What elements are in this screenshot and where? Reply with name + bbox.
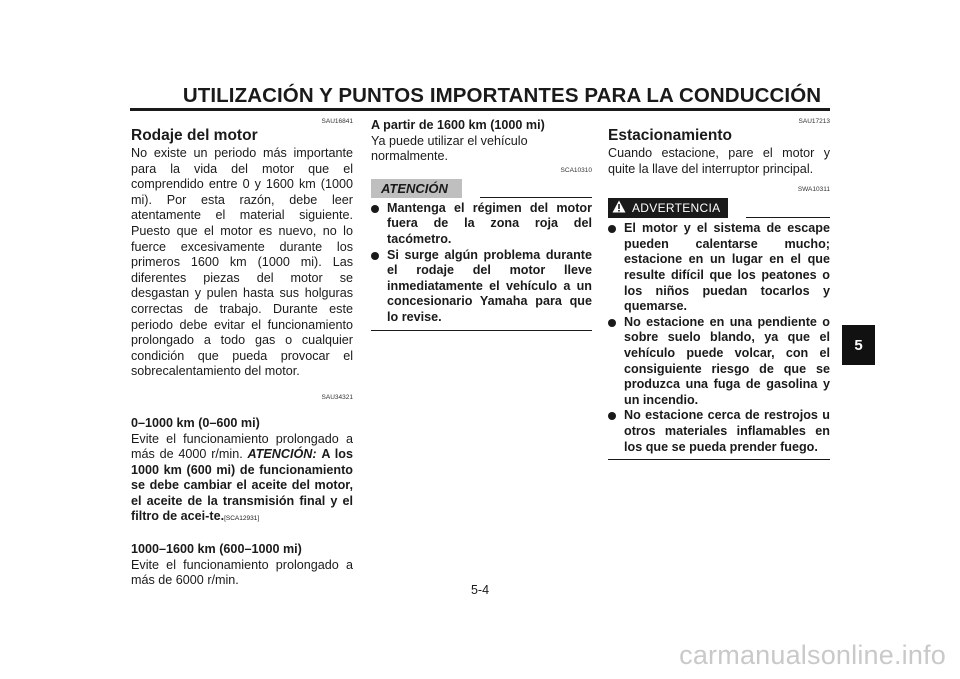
bullet-item	[608, 408, 830, 455]
tag-rule	[746, 217, 830, 218]
column-1	[131, 118, 353, 589]
body-text: Evite el funcionamiento prolongado a más de 4000 r/min.	[131, 431, 353, 462]
caution-tag: ATENCIÓN	[371, 179, 462, 198]
subheading: 1000–1600 km (600–1000 mi)	[131, 542, 302, 557]
section-code: SWA10311	[797, 186, 830, 194]
tag-rule	[480, 197, 592, 198]
section-code: SAU16841	[321, 118, 353, 125]
bullet-dot-icon	[608, 319, 616, 327]
body-paragraph: Ya puede utilizar el vehículo normalmente.	[371, 133, 528, 164]
bullet-text: Si surge algún problema durante el rodaje del motor lleve inmediatamente el vehículo a un concesionario Yamaha para que lo revise.	[387, 247, 592, 324]
bullet-dot-icon	[371, 205, 379, 213]
body-paragraph	[131, 432, 353, 528]
bullet-dot-icon	[371, 252, 379, 260]
bullet-dot-icon	[608, 412, 616, 420]
section-code: SCA10310	[560, 166, 592, 174]
section-code: SAU34321	[321, 393, 353, 401]
caution-list	[371, 201, 592, 326]
bullet-text: No estacione cerca de restrojos u otros materiales inflamables en los que se pueda prender fuego.	[624, 408, 830, 454]
body-paragraph: No existe un periodo más importante para la vida del motor que el comprendido entre 0 y 1600 km (1000 mi). Por esta razón, debe leer atentamente el material siguiente. Puesto que el motor es nuevo, no lo fuerce excesivamente durante los primeros 1600 km (1000 mi). Las diferentes piezas del motor se desgastan y pulen hasta sus holguras correctas de trabajo. Durante este periodo debe evitar el funcionamiento prolongado a todo gas o cualquier condición que pueda provocar el sobrecalentamiento del motor.	[131, 146, 353, 379]
section-heading: Rodaje del motor	[131, 127, 258, 144]
bullet-item	[608, 315, 830, 409]
atencion-text: A los 1000 km (600 mi) de funcionamiento se debe cambiar el aceite del motor, el aceite de la transmisión final y el filtro de acei-te.	[131, 447, 354, 524]
warning-end-rule	[608, 459, 830, 460]
bullet-item	[371, 248, 592, 326]
column-2	[371, 118, 592, 331]
section-code: SAU17213	[798, 118, 830, 125]
atencion-label: ATENCIÓN:	[247, 447, 317, 462]
warning-tag	[608, 198, 728, 218]
caution-header	[371, 179, 592, 198]
bullet-item	[608, 221, 830, 315]
watermark: carmanualsonline.info	[679, 640, 946, 670]
page-number: 5-4	[470, 583, 490, 597]
body-paragraph: Cuando estacione, pare el motor y quite la llave del interruptor principal.	[608, 146, 830, 176]
body-paragraph: Evite el funcionamiento prolongado a más de 6000 r/min.	[131, 557, 353, 588]
section-heading: Estacionamiento	[608, 127, 733, 144]
bullet-text: Mantenga el régimen del motor fuera de la zona roja del tacómetro.	[387, 200, 592, 246]
bullet-text: No estacione en una pendiente o sobre suelo blando, ya que el vehículo puede volcar, con el consiguiente riesgo de que se produzca una fuga de gasolina y un incendio.	[624, 314, 830, 407]
atencion-code: [SCA12931]	[224, 515, 260, 523]
bullet-text: El motor y el sistema de escape pueden calentarse mucho; estacione en un lugar en el que resulte difícil que los peatones o los niños puedan tocarlos y quemarse.	[624, 221, 830, 314]
warning-list	[608, 221, 830, 455]
bullet-dot-icon	[608, 225, 616, 233]
subheading: A partir de 1600 km (1000 mi)	[371, 118, 545, 132]
bullet-item	[371, 201, 592, 248]
warning-header	[608, 198, 830, 218]
chapter-tab: 5	[842, 325, 875, 365]
column-3	[608, 118, 830, 460]
caution-end-rule	[371, 330, 592, 331]
page-title: UTILIZACIÓN Y PUNTOS IMPORTANTES PARA LA CONDUCCIÓN	[182, 84, 822, 107]
warning-triangle-icon	[612, 200, 626, 216]
warning-tag-label: ADVERTENCIA	[632, 201, 721, 216]
subheading: 0–1000 km (0–600 mi)	[131, 415, 260, 430]
header-rule	[130, 108, 830, 111]
